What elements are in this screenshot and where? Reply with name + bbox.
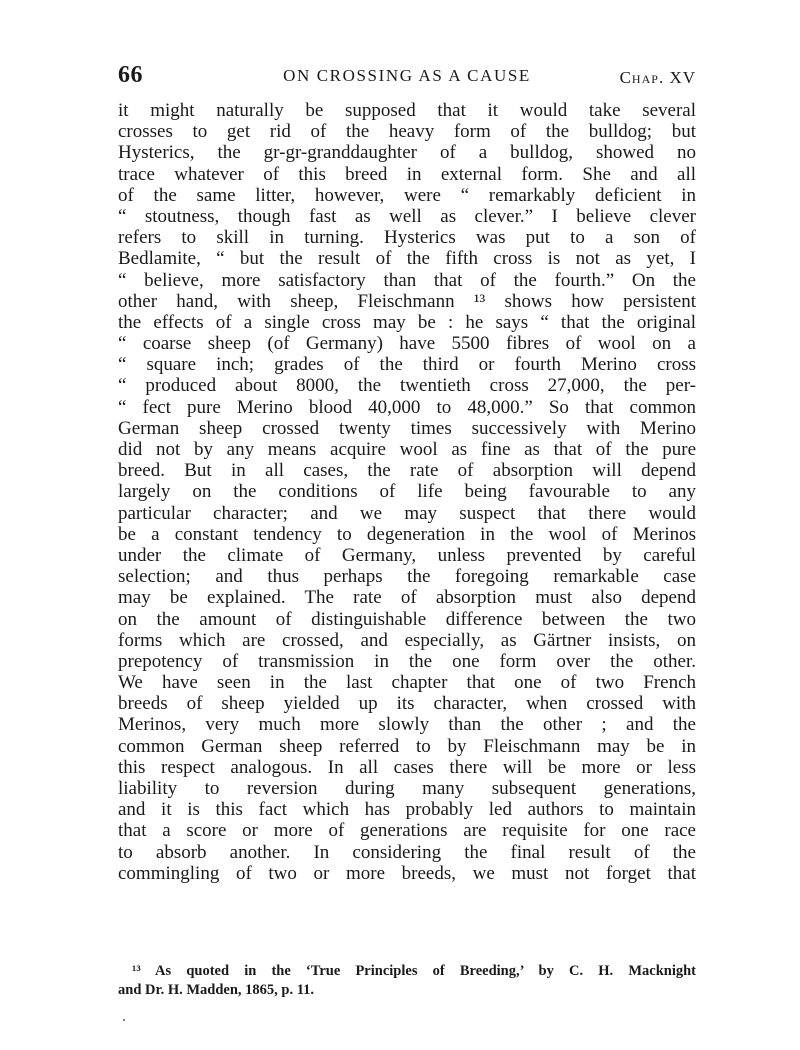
text-line: trace whatever of this breed in external form. She and all xyxy=(118,163,696,185)
text-line: that a score or more of generations are requisite for one race xyxy=(118,820,696,842)
text-line: forms which are crossed, and especially, as Gärtner insists, on xyxy=(118,629,696,651)
text-line: “ coarse sheep (of Germany) have 5500 fibres of wool on a xyxy=(118,333,696,355)
text-line: commingling of two or more breeds, we must not forget that xyxy=(118,862,696,884)
text-line: did not by any means acquire wool as fine as that of the pure xyxy=(118,439,696,460)
running-title: ON CROSSING AS A CAUSE xyxy=(283,66,531,85)
text-line: selection; and thus perhaps the foregoing remarkable case xyxy=(118,566,696,588)
text-line: Hysterics, the gr-gr-granddaughter of a bulldog, showed no xyxy=(118,142,696,164)
text-line: of the same litter, however, were “ remarkably deficient in xyxy=(118,184,696,206)
text-line: and it is this fact which has probably led authors to maintain xyxy=(118,799,696,821)
text-line: this respect analogous. In all cases there will be more or less xyxy=(118,756,696,778)
text-line: breed. But in all cases, the rate of absorption will depend xyxy=(118,460,696,482)
text-line: crosses to get rid of the heavy form of the bulldog; but xyxy=(118,121,696,143)
text-line: may be explained. The rate of absorption must also depend xyxy=(118,587,696,609)
text-line: breeds of sheep yielded up its character, when crossed with xyxy=(118,693,696,715)
text-line: We have seen in the last chapter that one of two French xyxy=(118,672,696,694)
footnote-line: and Dr. H. Madden, 1865, p. 11. xyxy=(118,982,315,998)
text-line: Bedlamite, “ but the result of the fifth cross is not as yet, I xyxy=(118,248,696,270)
footnote xyxy=(118,962,696,1000)
text-line: “ square inch; grades of the third or fourth Merino cross xyxy=(118,354,696,376)
text-line: prepotency of transmission in the one form over the other. xyxy=(118,650,696,672)
text-line: it might naturally be supposed that it would take several xyxy=(118,100,696,121)
text-line: be a constant tendency to degeneration in the wool of Merinos xyxy=(118,523,696,545)
chapter-label: Chap. XV xyxy=(619,68,696,87)
text-line: “ fect pure Merino blood 40,000 to 48,000.” So that common xyxy=(118,396,696,418)
text-line: German sheep crossed twenty times successively with Merino xyxy=(118,417,696,439)
text-line: particular character; and we may suspect that there would xyxy=(118,502,696,524)
text-line: other hand, with sheep, Fleischmann ¹³ shows how persistent xyxy=(118,290,696,312)
text-line: refers to skill in turning. Hysterics was put to a son of xyxy=(118,227,696,249)
text-line: “ produced about 8000, the twentieth cross 27,000, the per- xyxy=(118,375,696,397)
body-text xyxy=(118,100,696,884)
text-line: “ stoutness, though fast as well as clever.” I believe clever xyxy=(118,205,696,227)
text-line: Merinos, very much more slowly than the other ; and the xyxy=(118,714,696,736)
text-line: common German sheep referred to by Fleischmann may be in xyxy=(118,735,696,757)
text-line: liability to reversion during many subsequent generations, xyxy=(118,778,696,799)
text-line: “ believe, more satisfactory than that of the fourth.” On the xyxy=(118,269,696,291)
page-number: 66 xyxy=(118,62,143,88)
footnote-line: ¹³ As quoted in the ‘True Principles of Breeding,’ by C. H. Macknight xyxy=(132,963,696,979)
text-line: the effects of a single cross may be : he says “ that the original xyxy=(118,311,696,333)
text-line: under the climate of Germany, unless prevented by careful xyxy=(118,544,696,566)
paper-speck xyxy=(123,1019,125,1021)
text-line: to absorb another. In considering the final result of the xyxy=(118,841,696,863)
page-header xyxy=(118,62,696,94)
text-line: on the amount of distinguishable difference between the two xyxy=(118,608,696,630)
text-line: largely on the conditions of life being favourable to any xyxy=(118,481,696,503)
